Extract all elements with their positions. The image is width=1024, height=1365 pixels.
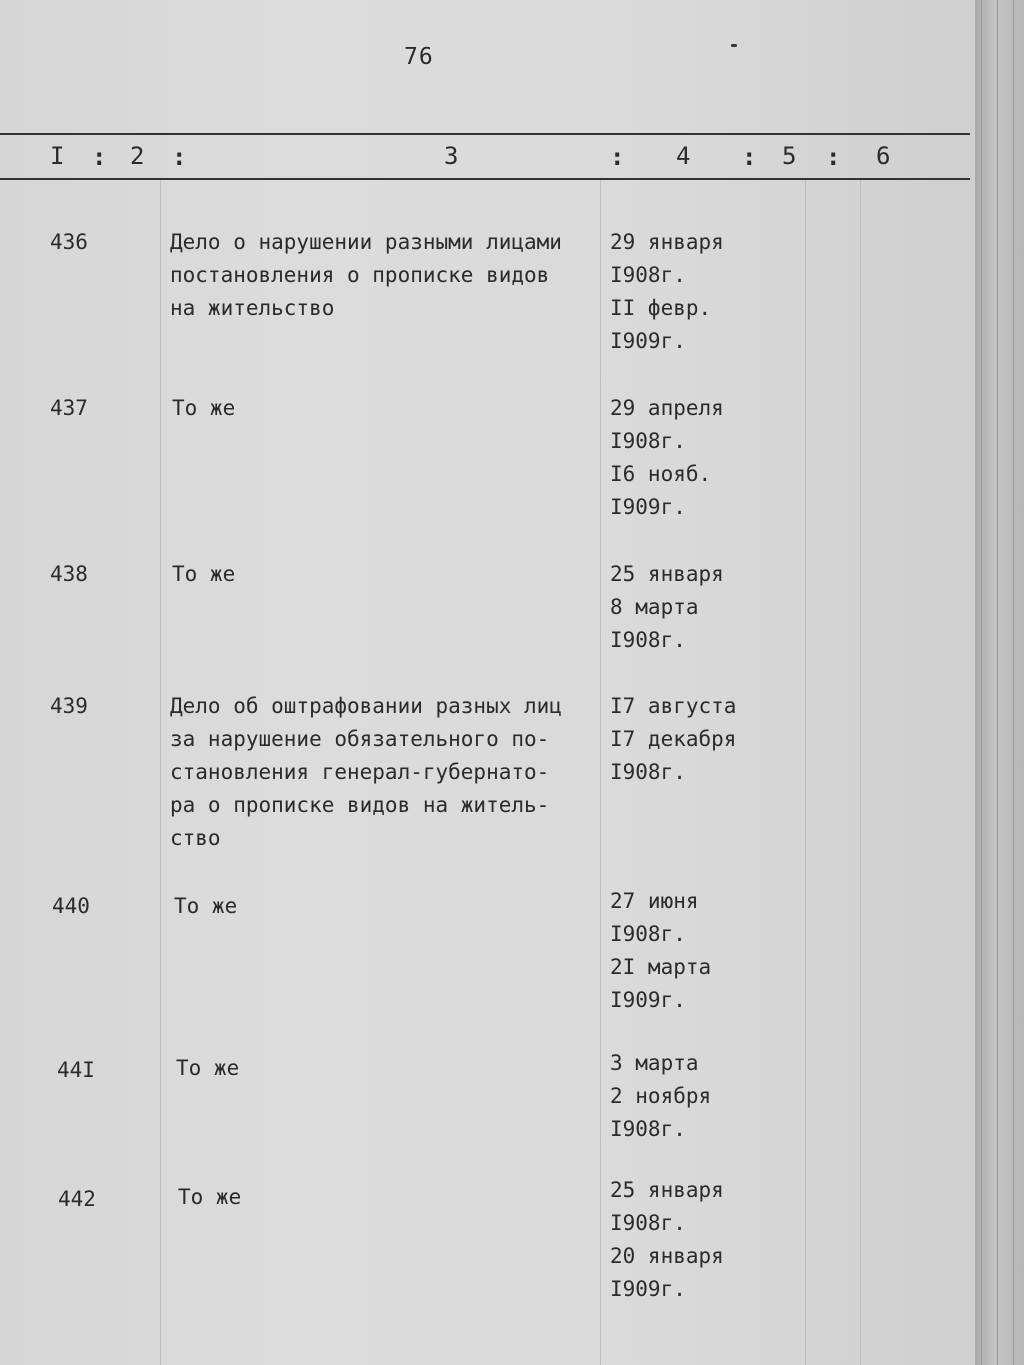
row-dates [610, 1047, 711, 1146]
date-line: 27 июня [610, 889, 699, 913]
description-line: Дело о нарушении разными лицами [170, 230, 562, 254]
ink-mark [731, 44, 737, 47]
row-dates [610, 690, 736, 789]
row-dates [610, 558, 724, 657]
date-line: 29 января [610, 230, 724, 254]
row-number: 439 [50, 694, 88, 718]
page-edge-line [1013, 0, 1014, 1365]
row-description [170, 226, 610, 325]
header-bottom-rule [0, 178, 970, 180]
row-dates [610, 1174, 724, 1306]
description-line: То же [176, 1056, 240, 1080]
row-number: 442 [58, 1187, 96, 1211]
row-number: 436 [50, 230, 88, 254]
header-col-6: 6 [876, 142, 891, 170]
header-col-3: 3 [444, 142, 459, 170]
date-line: I909г. [610, 988, 686, 1012]
date-line: I7 августа [610, 694, 737, 718]
description-line: Дело об оштрафовании разных лиц [170, 694, 562, 718]
column-guide [860, 180, 861, 1365]
row-dates [610, 392, 724, 524]
row-description [176, 1052, 616, 1085]
description-line: становления генерал-губернато- [170, 760, 550, 784]
date-line: 2 ноября [610, 1084, 712, 1108]
date-line: I908г. [610, 1211, 686, 1235]
header-col-4: 4 [676, 142, 691, 170]
column-guide [160, 180, 161, 1365]
row-number: 44I [57, 1058, 95, 1082]
description-line: ра о прописке видов на житель- [170, 793, 550, 817]
date-line: 20 января [610, 1244, 724, 1268]
header-col-1: I [50, 142, 65, 170]
description-line: на жительство [170, 296, 335, 320]
header-col-5: 5 [782, 142, 797, 170]
page-edge-shadow [975, 0, 1024, 1365]
row-number: 438 [50, 562, 88, 586]
description-line: ство [170, 826, 221, 850]
date-line: I7 декабря [610, 727, 737, 751]
date-line: 25 января [610, 562, 724, 586]
row-number: 437 [50, 396, 88, 420]
date-line: I908г. [610, 1117, 686, 1141]
description-line: за нарушение обязательного по- [170, 727, 550, 751]
date-line: I909г. [610, 329, 686, 353]
date-line: I908г. [610, 263, 686, 287]
header-separator: : [92, 143, 107, 171]
description-line: То же [172, 396, 236, 420]
header-col-2: 2 [130, 142, 145, 170]
date-line: I909г. [610, 1277, 686, 1301]
date-line: I908г. [610, 628, 686, 652]
description-line: То же [172, 562, 236, 586]
date-line: I908г. [610, 922, 686, 946]
row-description [170, 690, 610, 855]
description-line: постановления о прописке видов [170, 263, 550, 287]
column-guide [805, 180, 806, 1365]
header-separator: : [742, 143, 757, 171]
page-edge-line [981, 0, 982, 1365]
description-line: То же [174, 894, 238, 918]
row-number: 440 [52, 894, 90, 918]
date-line: 3 марта [610, 1051, 699, 1075]
date-line: 25 января [610, 1178, 724, 1202]
row-description [174, 890, 614, 923]
row-description [172, 392, 612, 425]
description-line: То же [178, 1185, 242, 1209]
date-line: II февр. [610, 296, 712, 320]
row-description [172, 558, 612, 591]
header-separator: : [826, 143, 841, 171]
date-line: I909г. [610, 495, 686, 519]
page-edge-line [997, 0, 998, 1365]
header-separator: : [172, 143, 187, 171]
date-line: 29 апреля [610, 396, 724, 420]
date-line: 8 марта [610, 595, 699, 619]
row-dates [610, 226, 724, 358]
date-line: I908г. [610, 760, 686, 784]
row-dates [610, 885, 711, 1017]
header-separator: : [610, 143, 625, 171]
page-number: 76 [404, 44, 434, 70]
row-description [178, 1181, 618, 1214]
date-line: I908г. [610, 429, 686, 453]
date-line: 2I марта [610, 955, 712, 979]
header-top-rule [0, 133, 970, 135]
date-line: I6 нояб. [610, 462, 712, 486]
